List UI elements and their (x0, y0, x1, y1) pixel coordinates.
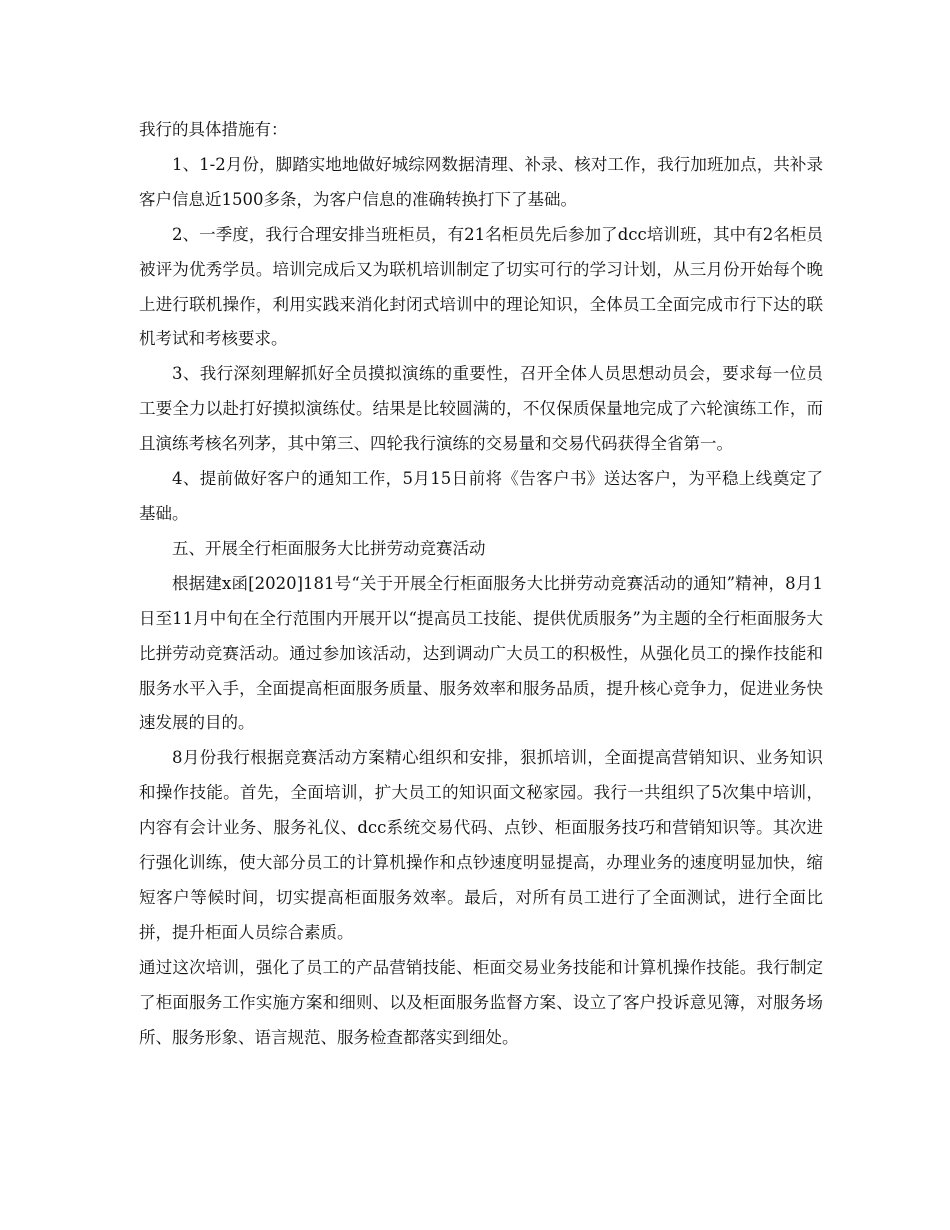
paragraph: 我行的具体措施有： (139, 120, 288, 139)
paragraph: 3、我行深刻理解抓好全员摸拟演练的重要性，召开全体人员思想动员会，要求每一位员工要全力以赴打好摸拟演练仗。结果是比较圆满的，不仅保质保量地完成了六轮演练工作，而且演练考核名列茅，其中第三、四轮我行演练的交易量和交易代码获得全省第一。 (139, 364, 823, 454)
paragraph: 根据建x函[2020]181号“关于开展全行柜面服务大比拼劳动竞赛活动的通知”精神，8月1日至11月中旬在全行范围内开展开以“提高员工技能、提供优质服务”为主题的全行柜面服务大比拼劳动竞赛活动。通过参加该活动，达到调动广大员工的积极性，从强化员工的操作技能和服务水平入手，全面提高柜面服务质量、服务效率和服务品质，提升核心竞争力，促进业务快速发展的目的。 (139, 573, 823, 733)
paragraph: 2、一季度，我行合理安排当班柜员，有21名柜员先后参加了dcc培训班，其中有2名柜员被评为优秀学员。培训完成后又为联机培训制定了切实可行的学习计划，从三月份开始每个晚上进行联机操作，利用实践来消化封闭式培训中的理论知识，全体员工全面完成市行下达的联机考试和考核要求。 (139, 224, 823, 349)
paragraph: 通过这次培训，强化了员工的产品营销技能、柜面交易业务技能和计算机操作技能。我行制定了柜面服务工作实施方案和细则、以及柜面服务监督方案、设立了客户投诉意见簿，对服务场所、服务形象、语言规范、服务检查都落实到细处。 (139, 957, 823, 1047)
document-body (139, 113, 823, 1055)
paragraph: 1、1-2月份，脚踏实地地做好城综网数据清理、补录、核对工作，我行加班加点，共补录客户信息近1500多条，为客户信息的准确转换打下了基础。 (139, 154, 823, 209)
paragraph: 4、提前做好客户的通知工作，5月15日前将《告客户书》送达客户，为平稳上线奠定了基础。 (139, 469, 823, 523)
section-heading: 五、开展全行柜面服务大比拼劳动竞赛活动 (172, 538, 486, 558)
paragraph: 8月份我行根据竞赛活动方案精心组织和安排，狠抓培训，全面提高营销知识、业务知识和操作技能。首先，全面培训，扩大员工的知识面文秘家园。我行一共组织了5次集中培训，内容有会计业务、服务礼仪、dcc系统交易代码、点钞、柜面服务技巧和营销知识等。其次进行强化训练，使大部分员工的计算机操作和点钞速度明显提高，办理业务的速度明显加快，缩短客户等候时间，切实提高柜面服务效率。最后，对所有员工进行了全面测试，进行全面比拼，提升柜面人员综合素质。 (139, 748, 823, 942)
